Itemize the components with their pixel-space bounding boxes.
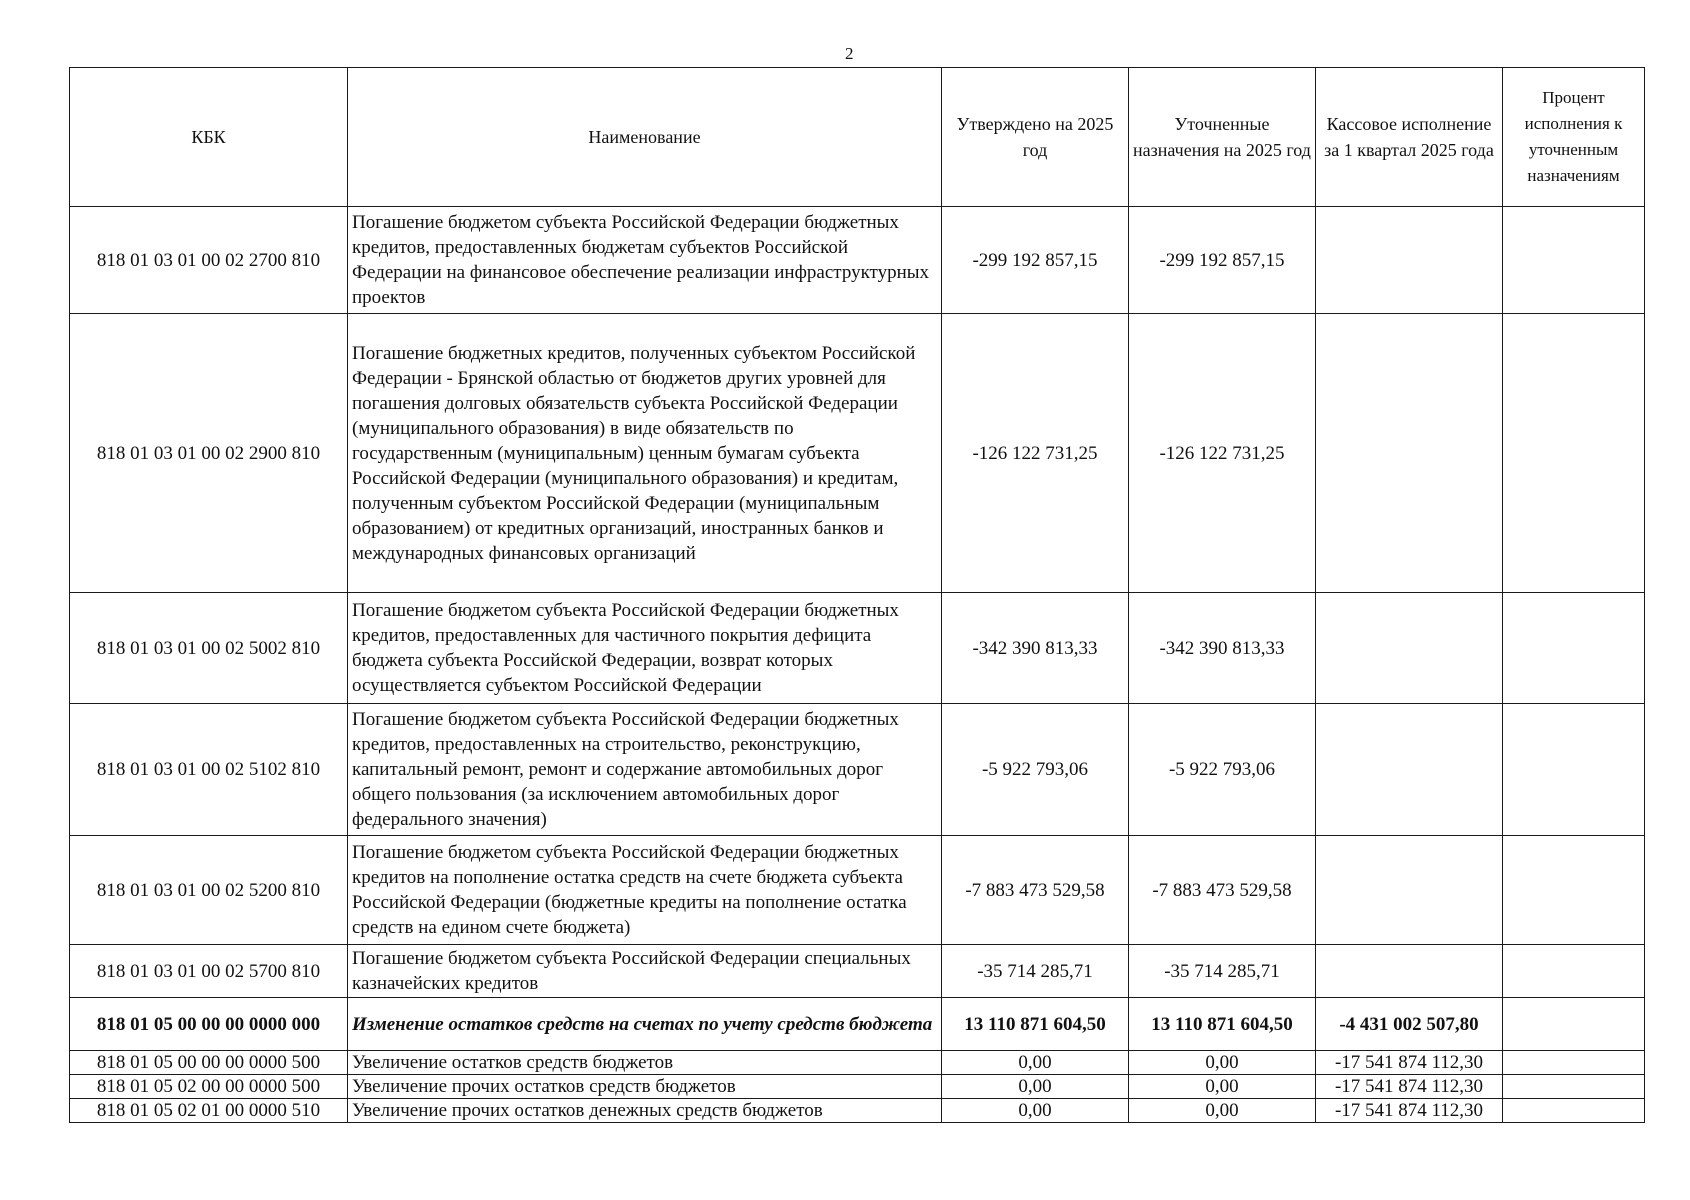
name-cell: Изменение остатков средств на счетах по учету средств бюджета: [348, 998, 942, 1051]
name-cell: Увеличение прочих остатков денежных средств бюджетов: [348, 1099, 942, 1123]
approved-cell: 0,00: [942, 1075, 1129, 1099]
approved-cell: 0,00: [942, 1099, 1129, 1123]
table-row: [70, 314, 1645, 593]
table-row: [70, 1099, 1645, 1123]
cash-cell: [1316, 207, 1503, 314]
cash-cell: -17 541 874 112,30: [1316, 1075, 1503, 1099]
refined-cell: 0,00: [1129, 1075, 1316, 1099]
refined-cell: 0,00: [1129, 1099, 1316, 1123]
percent-cell: [1503, 314, 1645, 593]
percent-cell: [1503, 704, 1645, 836]
kbk-cell: 818 01 03 01 00 02 5102 810: [70, 704, 348, 836]
refined-cell: -299 192 857,15: [1129, 207, 1316, 314]
table-row: [70, 945, 1645, 998]
refined-cell: -342 390 813,33: [1129, 593, 1316, 704]
table-header-row: [70, 68, 1645, 207]
refined-cell: -7 883 473 529,58: [1129, 836, 1316, 945]
kbk-cell: 818 01 05 02 01 00 0000 510: [70, 1099, 348, 1123]
approved-cell: -5 922 793,06: [942, 704, 1129, 836]
cash-cell: -17 541 874 112,30: [1316, 1051, 1503, 1075]
percent-cell: [1503, 1099, 1645, 1123]
header-kbk: КБК: [70, 68, 348, 207]
header-percent: Процент исполнения к уточненным назначениям: [1503, 68, 1645, 207]
cash-cell: [1316, 593, 1503, 704]
cash-cell: [1316, 945, 1503, 998]
percent-cell: [1503, 836, 1645, 945]
table-row-subtotal: [70, 998, 1645, 1051]
kbk-cell: 818 01 05 00 00 00 0000 500: [70, 1051, 348, 1075]
approved-cell: -35 714 285,71: [942, 945, 1129, 998]
header-approved: Утверждено на 2025 год: [942, 68, 1129, 207]
table-row: [70, 1051, 1645, 1075]
header-cash-execution: Кассовое исполнение за 1 квартал 2025 года: [1316, 68, 1503, 207]
table-row: [70, 704, 1645, 836]
kbk-cell: 818 01 05 02 00 00 0000 500: [70, 1075, 348, 1099]
header-name: Наименование: [348, 68, 942, 207]
table-row: [70, 207, 1645, 314]
kbk-cell: 818 01 03 01 00 02 5200 810: [70, 836, 348, 945]
name-cell: Погашение бюджетом субъекта Российской Федерации бюджетных кредитов, предоставленных на строительство, реконструкцию, капитальный ремонт, ремонт и содержание автомобильных дорог общего пользования (за исключением автомобильных дорог федерального значения): [348, 704, 942, 836]
refined-cell: -35 714 285,71: [1129, 945, 1316, 998]
kbk-cell: 818 01 03 01 00 02 2900 810: [70, 314, 348, 593]
refined-cell: 0,00: [1129, 1051, 1316, 1075]
name-cell: Увеличение остатков средств бюджетов: [348, 1051, 942, 1075]
approved-cell: -342 390 813,33: [942, 593, 1129, 704]
name-cell: Погашение бюджетом субъекта Российской Федерации специальных казначейских кредитов: [348, 945, 942, 998]
approved-cell: 0,00: [942, 1051, 1129, 1075]
refined-cell: -126 122 731,25: [1129, 314, 1316, 593]
kbk-cell: 818 01 03 01 00 02 5002 810: [70, 593, 348, 704]
cash-cell: -4 431 002 507,80: [1316, 998, 1503, 1051]
table-row: [70, 836, 1645, 945]
approved-cell: 13 110 871 604,50: [942, 998, 1129, 1051]
percent-cell: [1503, 207, 1645, 314]
refined-cell: 13 110 871 604,50: [1129, 998, 1316, 1051]
refined-cell: -5 922 793,06: [1129, 704, 1316, 836]
page-number: 2: [845, 44, 854, 63]
approved-cell: -7 883 473 529,58: [942, 836, 1129, 945]
table-row: [70, 1075, 1645, 1099]
kbk-cell: 818 01 03 01 00 02 2700 810: [70, 207, 348, 314]
kbk-cell: 818 01 03 01 00 02 5700 810: [70, 945, 348, 998]
percent-cell: [1503, 593, 1645, 704]
cash-cell: -17 541 874 112,30: [1316, 1099, 1503, 1123]
name-cell: Погашение бюджетом субъекта Российской Федерации бюджетных кредитов на пополнение остатка средств на счете бюджета субъекта Российской Федерации (бюджетные кредиты на пополнение остатка средств на едином счете бюджета): [348, 836, 942, 945]
percent-cell: [1503, 945, 1645, 998]
cash-cell: [1316, 836, 1503, 945]
table-row: [70, 593, 1645, 704]
percent-cell: [1503, 998, 1645, 1051]
percent-cell: [1503, 1075, 1645, 1099]
cash-cell: [1316, 704, 1503, 836]
percent-cell: [1503, 1051, 1645, 1075]
name-cell: Погашение бюджетом субъекта Российской Федерации бюджетных кредитов, предоставленных для частичного покрытия дефицита бюджета субъекта Российской Федерации, возврат которых осуществляется субъектом Российской Федерации: [348, 593, 942, 704]
budget-execution-table: [69, 67, 1645, 1123]
kbk-cell: 818 01 05 00 00 00 0000 000: [70, 998, 348, 1051]
header-refined: Уточненные назначения на 2025 год: [1129, 68, 1316, 207]
approved-cell: -126 122 731,25: [942, 314, 1129, 593]
cash-cell: [1316, 314, 1503, 593]
name-cell: Погашение бюджетом субъекта Российской Федерации бюджетных кредитов, предоставленных бюджетам субъектов Российской Федерации на финансовое обеспечение реализации инфраструктурных проектов: [348, 207, 942, 314]
name-cell: Погашение бюджетных кредитов, полученных субъектом Российской Федерации - Брянской областью от бюджетов других уровней для погашения долговых обязательств субъекта Российской Федерации (муниципального образования) в виде обязательств по государственным (муниципальным) ценным бумагам субъекта Российской Федерации (муниципального образования) и кредитам, полученным субъектом Российской Федерации (муниципальным образованием) от кредитных организаций, иностранных банков и международных финансовых организаций: [348, 314, 942, 593]
approved-cell: -299 192 857,15: [942, 207, 1129, 314]
name-cell: Увеличение прочих остатков средств бюджетов: [348, 1075, 942, 1099]
